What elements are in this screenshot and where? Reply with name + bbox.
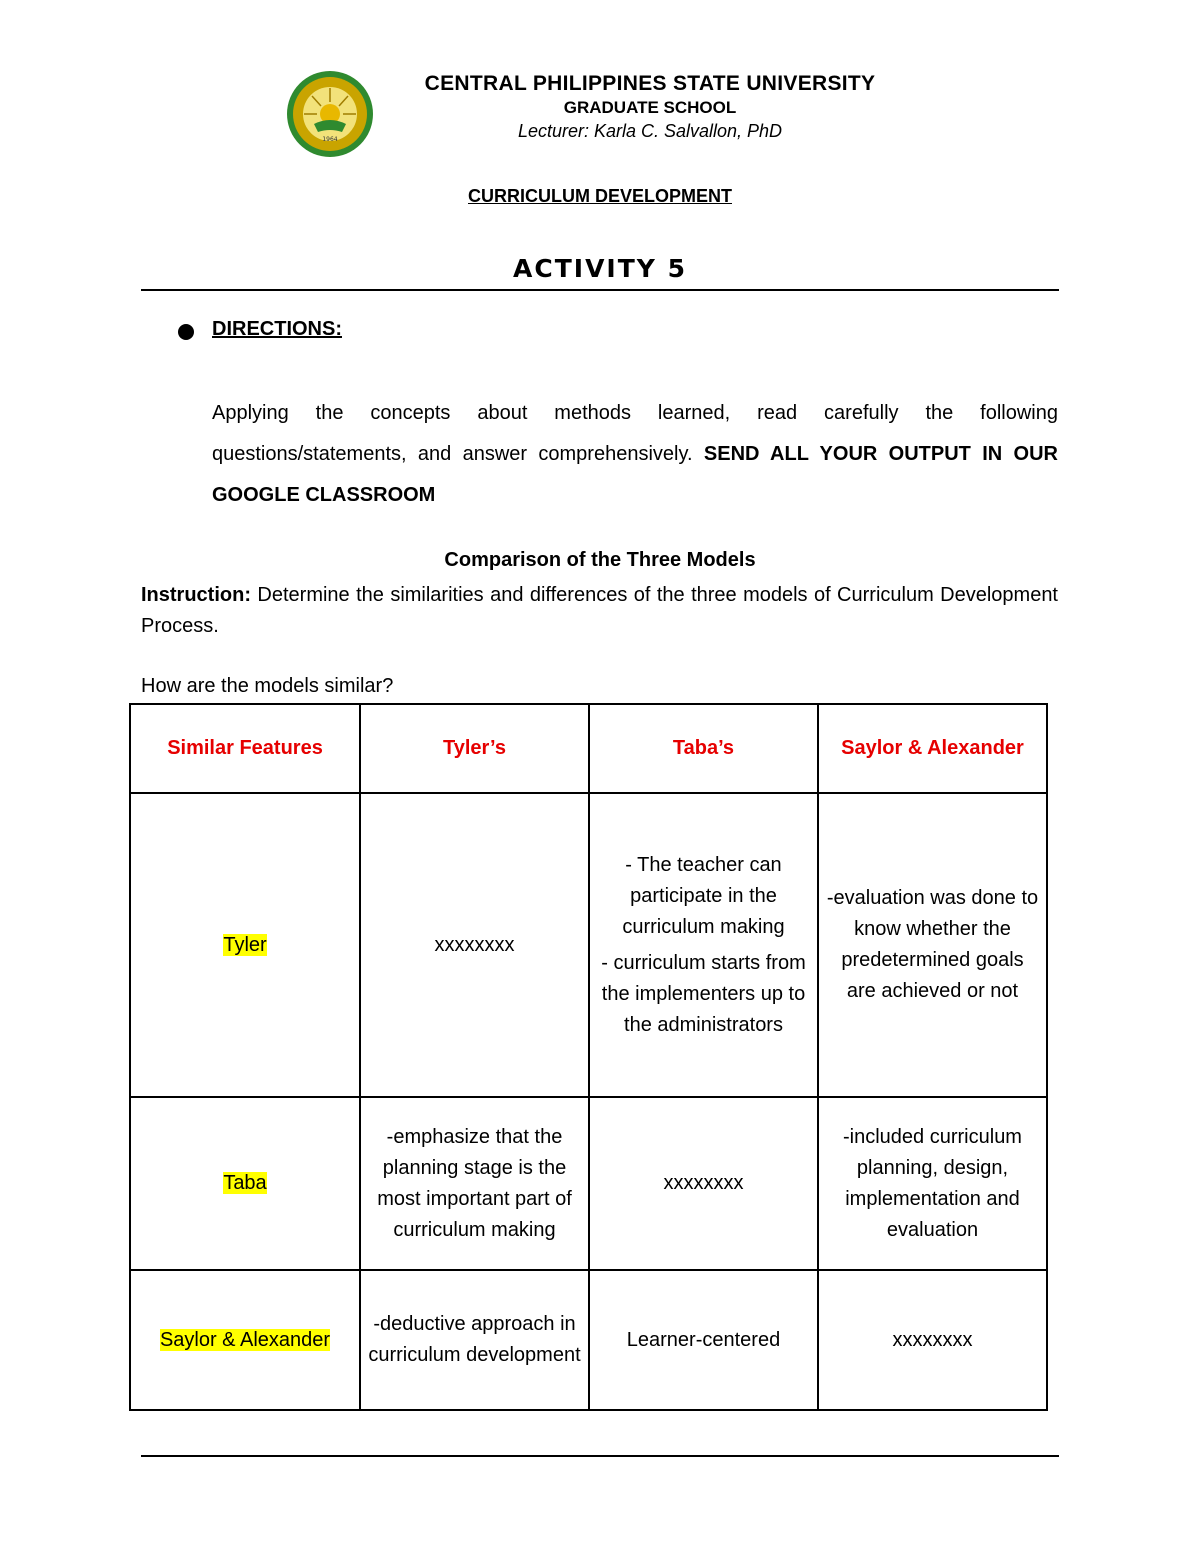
bullet-icon	[178, 324, 194, 340]
table-row	[130, 1097, 1047, 1270]
header-similar-features: Similar Features	[130, 704, 360, 793]
activity-title: ACTIVITY 5	[513, 254, 687, 283]
table-cell: -evaluation was done to know whether the predetermined goals are achieved or not	[818, 793, 1047, 1097]
directions-label: DIRECTIONS:	[212, 318, 342, 340]
header-tabas: Taba’s	[589, 704, 818, 793]
directions-emphasis: SEND ALL YOUR OUTPUT IN OUR GOOGLE CLASSROOM	[212, 443, 1058, 506]
lecturer-name: Lecturer: Karla C. Salvallon, PhD	[517, 121, 783, 141]
table-cell: xxxxxxxx	[589, 1097, 818, 1270]
cell-paragraph: - The teacher can participate in the curriculum making	[622, 853, 785, 938]
instruction-label: Instruction:	[141, 584, 251, 606]
table-row	[130, 1270, 1047, 1410]
svg-text:1964: 1964	[322, 136, 338, 143]
table-cell: Learner-centered	[589, 1270, 818, 1410]
row-label-cell	[130, 1270, 360, 1410]
table-cell: xxxxxxxx	[360, 793, 589, 1097]
table-row	[130, 793, 1047, 1097]
comparison-question: How are the models similar?	[141, 675, 394, 697]
table-cell: -deductive approach in curriculum development	[360, 1270, 589, 1410]
cell-paragraph: - curriculum starts from the implementers up to the administrators	[601, 951, 806, 1036]
bottom-divider	[141, 1455, 1059, 1457]
directions-paragraph	[212, 393, 1058, 516]
comparison-title: Comparison of the Three Models	[444, 549, 756, 571]
row-label-tyler: Tyler	[223, 933, 267, 956]
header-saylor-alexander: Saylor & Alexander	[818, 704, 1047, 793]
table-cell: xxxxxxxx	[818, 1270, 1047, 1410]
table-cell: -included curriculum planning, design, implementation and evaluation	[818, 1097, 1047, 1270]
table-cell	[589, 793, 818, 1097]
table-header-row	[130, 704, 1047, 793]
top-divider	[141, 289, 1059, 291]
row-label-saylor-alexander: Saylor & Alexander	[159, 1328, 331, 1351]
course-title: CURRICULUM DEVELOPMENT	[468, 186, 732, 206]
comparison-table	[129, 703, 1048, 1411]
directions-text: Applying the concepts about methods learned, read carefully the following questions/statements, and answer comprehensively.	[212, 402, 1058, 465]
row-label-taba: Taba	[223, 1172, 267, 1194]
instruction-paragraph	[141, 580, 1058, 642]
row-label-cell	[130, 1097, 360, 1270]
university-name: CENTRAL PHILIPPINES STATE UNIVERSITY	[424, 72, 876, 95]
table-cell: -emphasize that the planning stage is the most important part of curriculum making	[360, 1097, 589, 1270]
header-tylers: Tyler’s	[360, 704, 589, 793]
row-label-cell	[130, 793, 360, 1097]
school-name: GRADUATE SCHOOL	[563, 98, 737, 117]
instruction-text: Determine the similarities and differences of the three models of Curriculum Development Process.	[141, 584, 1058, 637]
